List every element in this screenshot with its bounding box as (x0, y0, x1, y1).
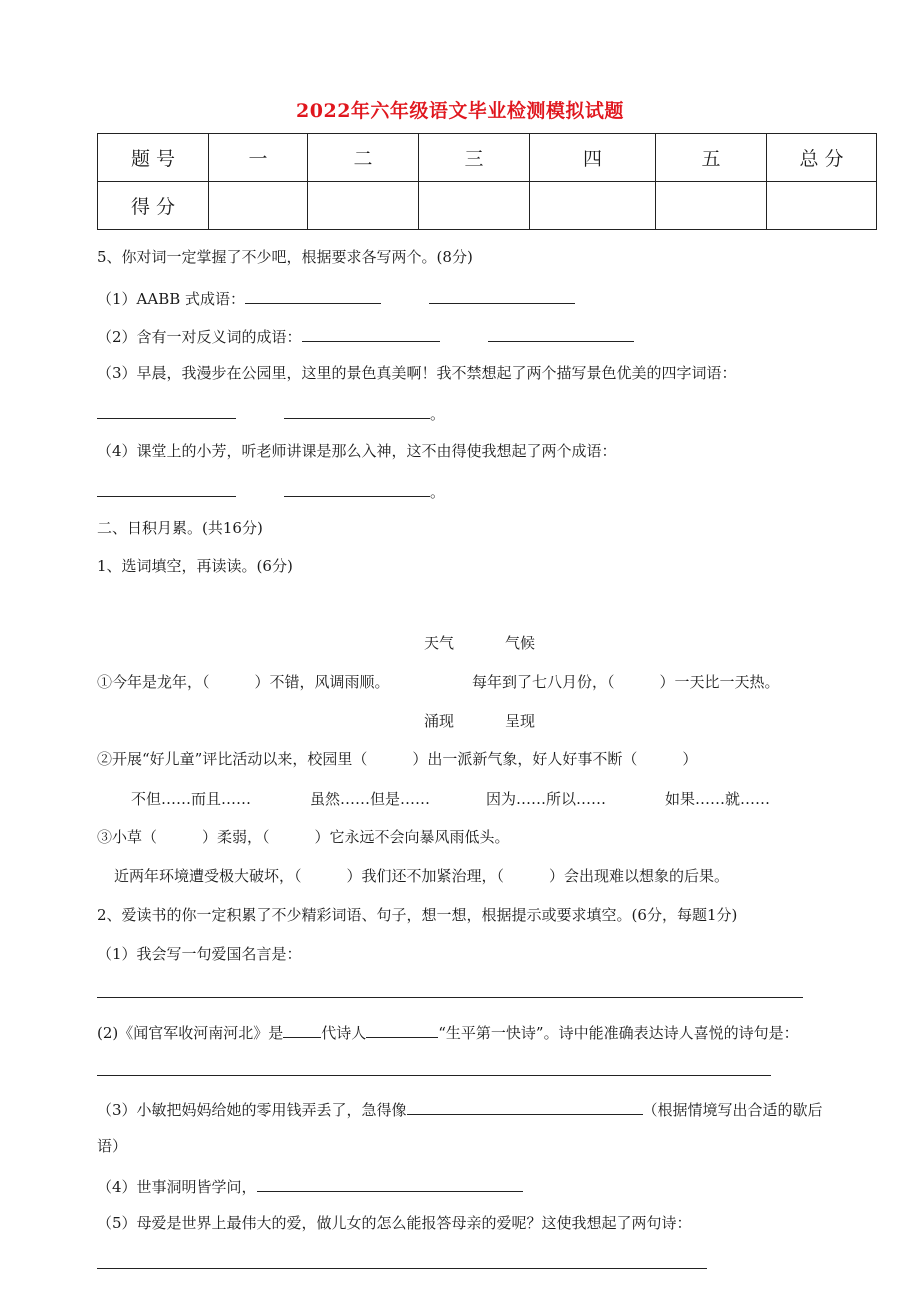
table-cell: 二 (308, 134, 419, 182)
question-text: 5、你对词一定掌握了不少吧，根据要求各写两个。(8分) (97, 248, 473, 266)
answer-line[interactable] (97, 1075, 771, 1076)
question-label: （5）母爱是世界上最伟大的爱，做儿女的怎么能报答母亲的爱呢？这使我想起了两句诗： (97, 1214, 692, 1232)
score-table (97, 133, 877, 230)
table-cell: 四 (530, 134, 656, 182)
question-part (97, 325, 634, 347)
conjunction-choice: 因为……所以…… (486, 790, 607, 808)
section-heading: 二、日积月累。(共16分) (97, 519, 263, 537)
question-part (97, 1021, 799, 1043)
question-label: （4）课堂上的小芳，听老师讲课是那么入神，这不由得使我想起了两个成语： (97, 442, 617, 460)
answer-line[interactable] (97, 1268, 707, 1269)
word-choice: 天气 (424, 634, 455, 652)
answer-blank[interactable] (302, 325, 440, 342)
score-cell[interactable] (767, 182, 877, 230)
table-row (98, 182, 877, 230)
period-mark: 。 (430, 483, 446, 501)
period-mark: 。 (430, 405, 446, 423)
answer-blank[interactable] (97, 402, 236, 419)
word-choice: 涌现 (424, 712, 455, 730)
question-label: （根据情境写出合适的歇后 (642, 1101, 823, 1119)
answer-blank[interactable] (257, 1175, 523, 1192)
question-label: “生平第一快诗”。诗中能准确表达诗人喜悦的诗句是： (438, 1024, 799, 1042)
sentence: ①今年是龙年，（ ）不错，风调雨顺。 (97, 673, 390, 691)
table-cell: 三 (419, 134, 530, 182)
score-cell[interactable] (209, 182, 308, 230)
answer-line[interactable] (97, 997, 803, 998)
answer-blank[interactable] (283, 1021, 321, 1038)
score-cell[interactable] (419, 182, 530, 230)
score-cell[interactable] (656, 182, 767, 230)
answer-line (97, 480, 445, 502)
question-label: 代诗人 (321, 1024, 367, 1042)
table-cell: 题 号 (98, 134, 209, 182)
question-part (97, 1175, 523, 1197)
answer-blank[interactable] (97, 480, 236, 497)
question-part (97, 287, 575, 309)
question-label: （2）含有一对反义词的成语： (97, 328, 302, 346)
sentence: 每年到了七八月份，（ ）一天比一天热。 (472, 673, 780, 691)
answer-blank[interactable] (488, 325, 634, 342)
question-part (97, 1098, 823, 1120)
question-label: （1）AABB 式成语： (97, 290, 246, 308)
question-label: （3）小敏把妈妈给她的零用钱弄丢了，急得像 (97, 1101, 407, 1119)
score-cell[interactable] (530, 182, 656, 230)
answer-blank[interactable] (284, 480, 430, 497)
page-title: 2022年六年级语文毕业检测模拟试题 (296, 100, 624, 122)
question-label: （1）我会写一句爱国名言是： (97, 945, 302, 963)
table-cell: 得 分 (98, 182, 209, 230)
word-choice: 呈现 (505, 712, 536, 730)
table-cell: 五 (656, 134, 767, 182)
answer-blank[interactable] (366, 1021, 438, 1038)
conjunction-choice: 如果……就…… (665, 790, 771, 808)
conjunction-choice: 不但……而且…… (131, 790, 252, 808)
score-cell[interactable] (308, 182, 419, 230)
word-choice: 气候 (505, 634, 536, 652)
question-text: 2、爱读书的你一定积累了不少精彩词语、句子，想一想，根据提示或要求填空。(6分，每题1分) (97, 906, 738, 924)
question-text: 1、选词填空，再读读。(6分) (97, 557, 293, 575)
answer-line (97, 402, 445, 424)
sentence: ②开展“好儿童”评比活动以来，校园里（ ）出一派新气象，好人好事不断（ ） (97, 750, 698, 768)
answer-blank[interactable] (284, 402, 430, 419)
question-label: （3）早晨，我漫步在公园里，这里的景色真美啊！我不禁想起了两个描写景色优美的四字词语： (97, 364, 737, 382)
answer-blank[interactable] (407, 1098, 643, 1115)
question-label: (2)《闻官军收河南河北》是 (97, 1024, 284, 1042)
answer-blank[interactable] (245, 287, 381, 304)
table-row (98, 134, 877, 182)
table-cell: 总 分 (767, 134, 877, 182)
conjunction-choice: 虽然……但是…… (310, 790, 431, 808)
question-label: （4）世事洞明皆学问， (97, 1178, 257, 1196)
answer-blank[interactable] (429, 287, 575, 304)
table-cell: 一 (209, 134, 308, 182)
sentence: ③小草（ ）柔弱，（ ）它永远不会向暴风雨低头。 (97, 828, 510, 846)
question-label: 语） (97, 1137, 128, 1155)
sentence: 近两年环境遭受极大破坏，（ ）我们还不加紧治理，（ ）会出现难以想象的后果。 (114, 867, 730, 885)
